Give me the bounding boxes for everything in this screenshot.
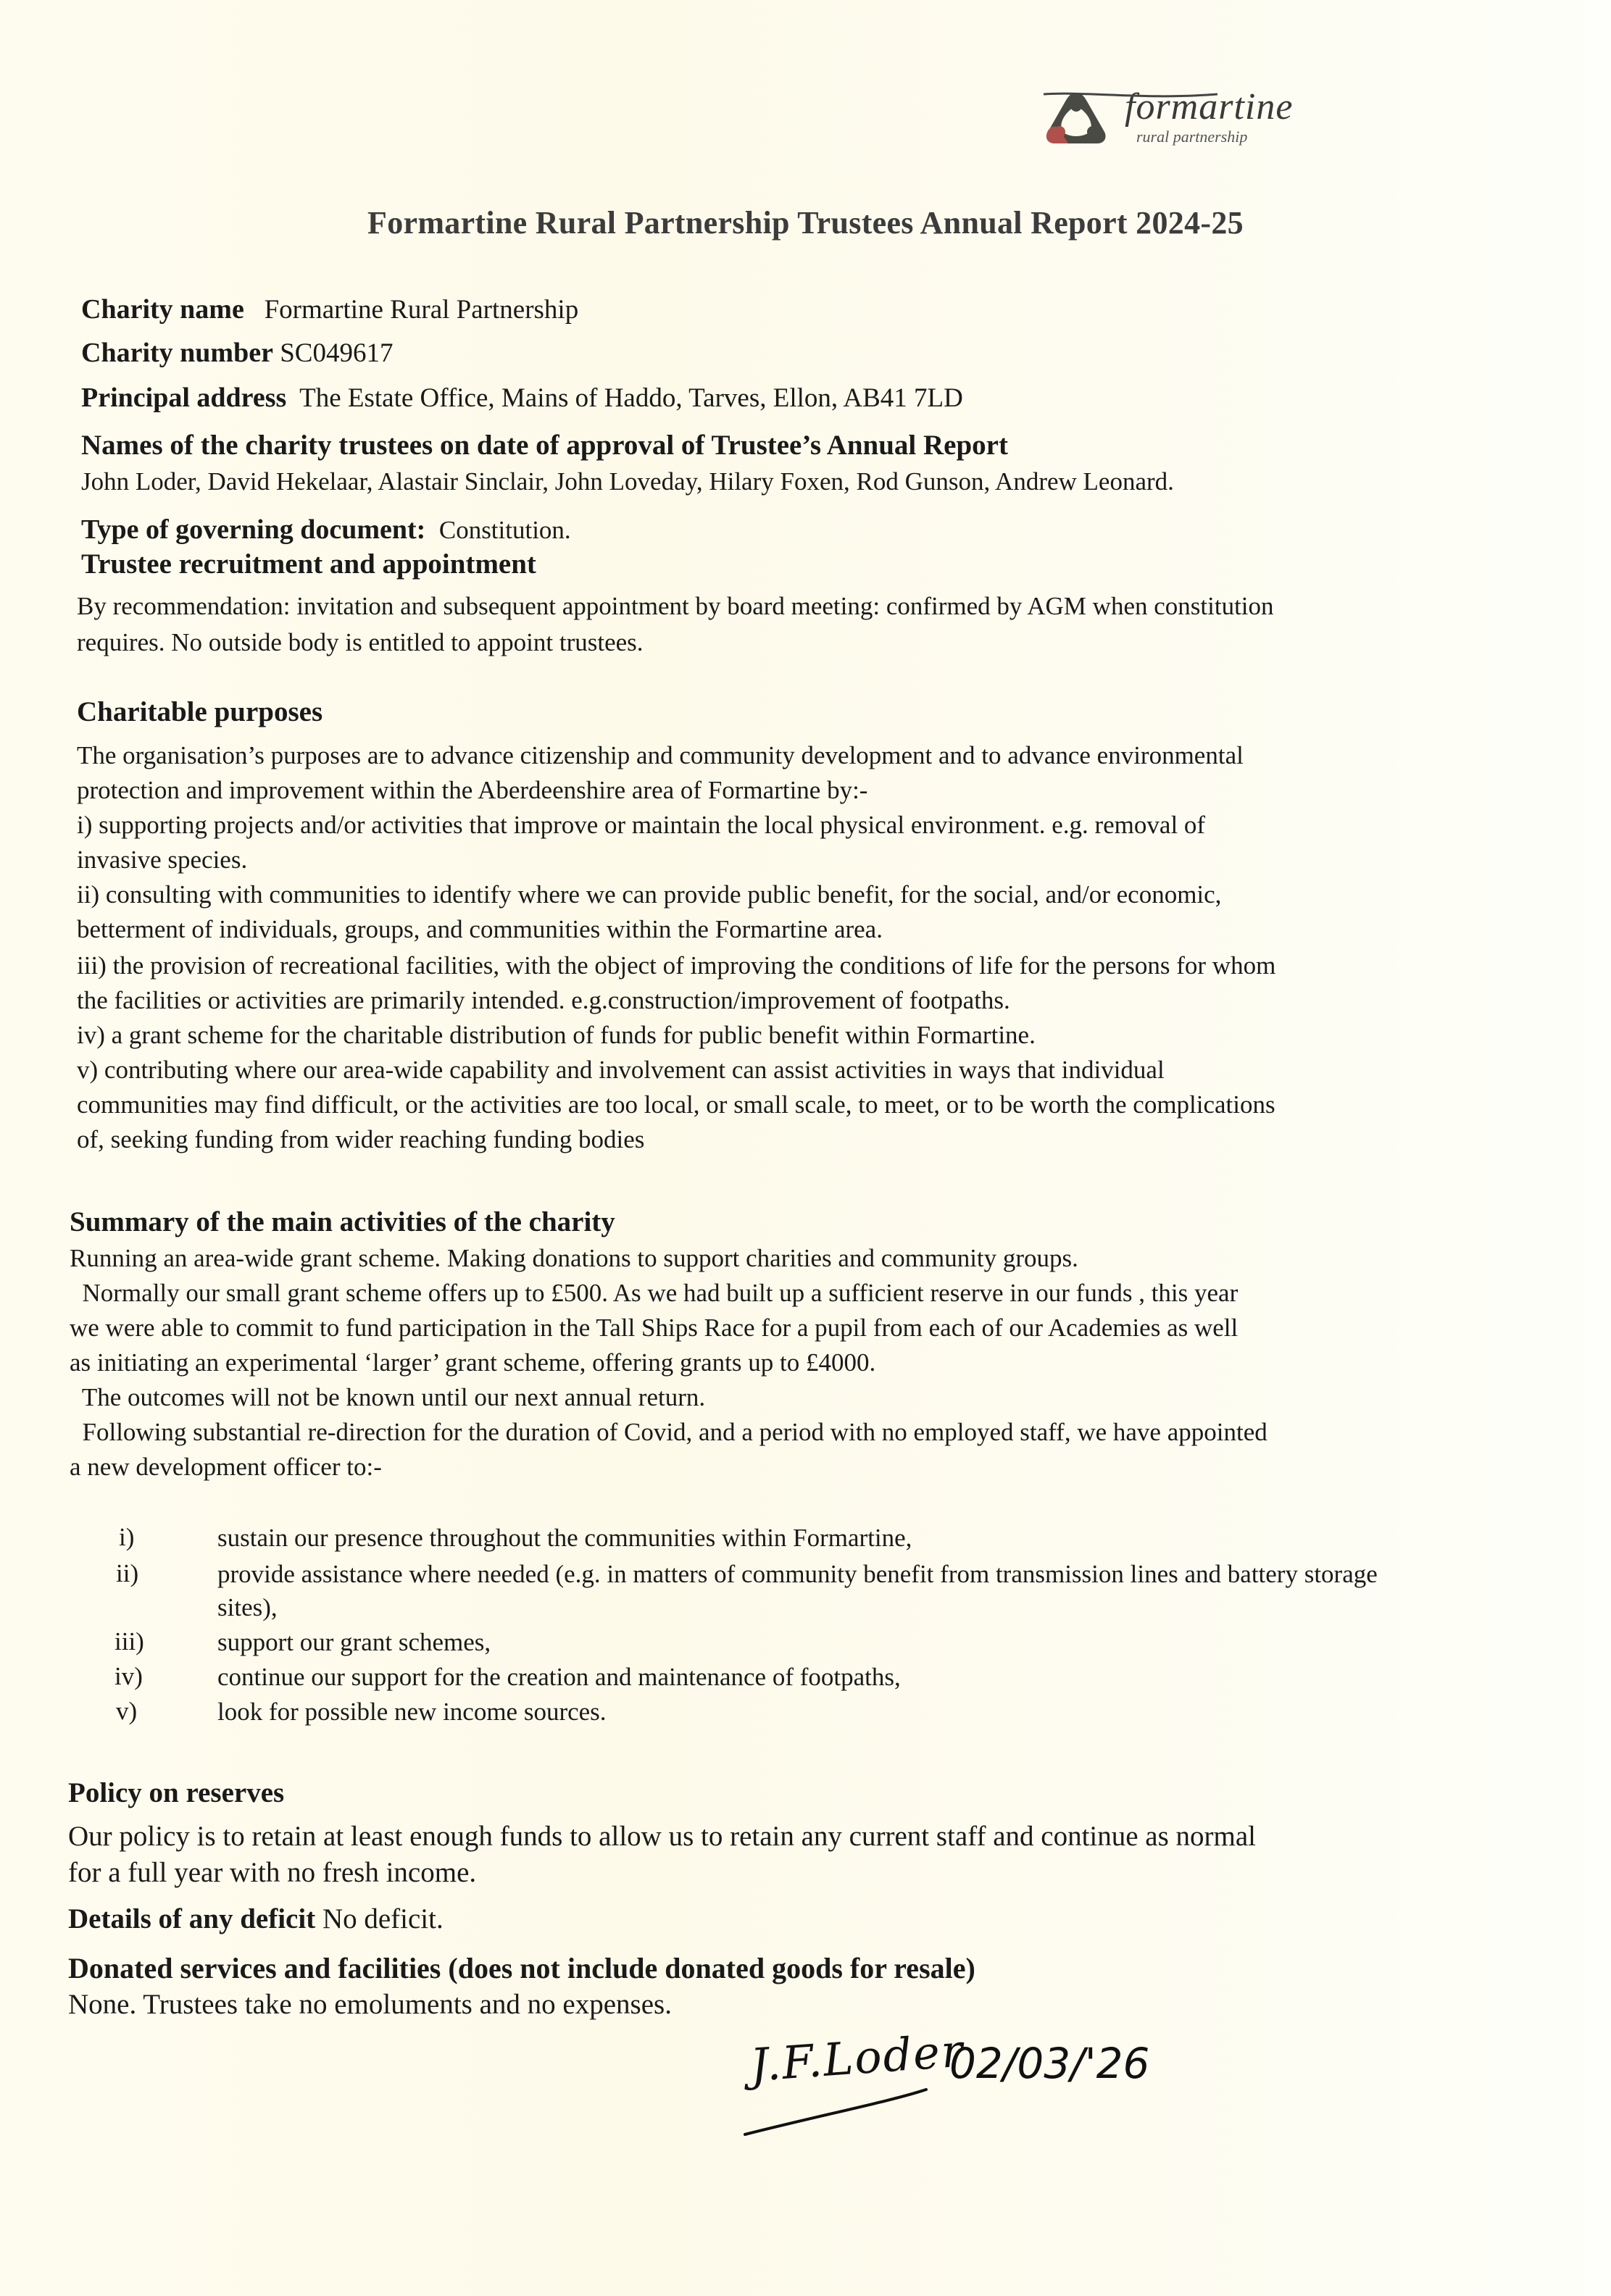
activities-line: Running an area-wide grant scheme. Making donations to support charities and community groups.: [70, 1244, 1078, 1272]
deficit-label: Details of any deficit: [68, 1903, 316, 1934]
purposes-line: protection and improvement within the Aberdeenshire area of Formartine by:-: [77, 776, 868, 804]
reserves-line: for a full year with no fresh income.: [68, 1857, 477, 1888]
charity-name-row: [81, 293, 578, 327]
charity-name-label: Charity name: [81, 294, 244, 325]
donated-heading: Donated services and facilities (does not include donated goods for resale): [68, 1952, 975, 1984]
reserves-line: Our policy is to retain at least enough funds to allow us to retain any current staff and continue as normal: [68, 1821, 1257, 1852]
purposes-line: i) supporting projects and/or activities that improve or maintain the local physical environment. e.g. removal of: [77, 811, 1206, 839]
charity-number-label: Charity number: [81, 338, 273, 368]
task-number: i): [119, 1523, 135, 1551]
trustees-names: John Loder, David Hekelaar, Alastair Sinclair, John Loveday, Hilary Foxen, Rod Gunson, Andrew Leonard.: [81, 467, 1174, 496]
charitable-purposes-heading: Charitable purposes: [77, 696, 323, 727]
reserves-heading-text: Policy on reserves: [68, 1777, 285, 1808]
task-number: v): [116, 1697, 138, 1725]
recruitment-line: requires. No outside body is entitled to appoint trustees.: [77, 628, 644, 656]
purposes-line: betterment of individuals, groups, and communities within the Formartine area.: [77, 915, 883, 943]
governing-document-value: Constitution.: [438, 516, 571, 544]
task-number: iv): [115, 1662, 143, 1690]
reserves-heading: [68, 1777, 284, 1810]
purposes-line: communities may find difficult, or the activities are too local, or small scale, to meet, or to be worth the complications: [77, 1090, 1275, 1119]
governing-document-row: [81, 513, 571, 547]
activities-line: Following substantial re-direction for the duration of Covid, and a period with no employed staff, we have appointed: [70, 1418, 1267, 1446]
donated-value: None. Trustees take no emoluments and no expenses.: [68, 1989, 672, 2020]
purposes-line: iii) the provision of recreational facilities, with the object of improving the conditions of life for the persons for whom: [77, 951, 1276, 980]
deficit-row: [68, 1903, 444, 1936]
task-text: provide assistance where needed (e.g. in matters of community benefit from transmission lines and battery storage sites),: [217, 1560, 1378, 1621]
purposes-line: The organisation’s purposes are to advance citizenship and community development and to advance environmental: [77, 741, 1244, 769]
formartine-logo: [1044, 85, 1304, 165]
logo-brand-text: formartine: [1125, 86, 1294, 128]
activities-heading: Summary of the main activities of the charity: [70, 1206, 615, 1237]
task-number: iii): [115, 1627, 144, 1656]
purposes-line: invasive species.: [77, 846, 248, 874]
principal-address-row: [81, 381, 963, 415]
report-title: Formartine Rural Partnership Trustees Annual Report 2024-25: [367, 205, 1244, 241]
task-text: look for possible new income sources.: [217, 1698, 607, 1726]
charity-number-row: [81, 336, 393, 370]
purposes-line: iv) a grant scheme for the charitable distribution of funds for public benefit within Formartine.: [77, 1021, 1036, 1049]
purposes-line: ii) consulting with communities to identify where we can provide public benefit, for the social, and/or economic,: [77, 880, 1222, 909]
governing-document-label: Type of governing document:: [81, 514, 426, 545]
principal-address-label: Principal address: [81, 383, 287, 413]
activities-line: as initiating an experimental ‘larger’ grant scheme, offering grants up to £4000.: [70, 1348, 876, 1377]
charity-number-value: SC049617: [280, 338, 394, 368]
logo-swoosh-icon: [1044, 90, 1217, 101]
charity-name-value: Formartine Rural Partnership: [264, 295, 579, 325]
trustees-heading: Names of the charity trustees on date of approval of Trustee’s Annual Report: [81, 430, 1008, 461]
recruitment-heading: Trustee recruitment and appointment: [81, 548, 536, 580]
purposes-line: the facilities or activities are primarily intended. e.g.construction/improvement of footpaths.: [77, 986, 1010, 1014]
purposes-line: of, seeking funding from wider reaching funding bodies: [77, 1125, 645, 1153]
deficit-value: No deficit.: [322, 1903, 444, 1934]
activities-line: Normally our small grant scheme offers up to £500. As we had built up a sufficient reserve in our funds , this year: [70, 1279, 1239, 1307]
purposes-line: v) contributing where our area-wide capability and involvement can assist activities in ways that individual: [77, 1056, 1165, 1084]
task-text: sustain our presence throughout the communities within Formartine,: [217, 1524, 912, 1552]
logo-tagline-text: rural partnership: [1136, 128, 1248, 146]
activities-line: a new development officer to:-: [70, 1453, 382, 1481]
activities-line: The outcomes will not be known until our next annual return.: [70, 1383, 706, 1411]
task-number: ii): [116, 1559, 139, 1587]
signature-date: 02/03/'26: [949, 2039, 1150, 2088]
principal-address-value: The Estate Office, Mains of Haddo, Tarves, Ellon, AB41 7LD: [299, 383, 963, 413]
task-text: continue our support for the creation and maintenance of footpaths,: [217, 1663, 901, 1691]
signature-block: [732, 2024, 1384, 2159]
task-text: support our grant schemes,: [217, 1628, 491, 1656]
signature-name: J.F.Loder: [748, 2024, 966, 2092]
activities-line: we were able to commit to fund participation in the Tall Ships Race for a pupil from each of our Academies as well: [70, 1314, 1239, 1342]
recruitment-line: By recommendation: invitation and subsequent appointment by board meeting: confirmed by AGM when constitution: [77, 592, 1274, 620]
